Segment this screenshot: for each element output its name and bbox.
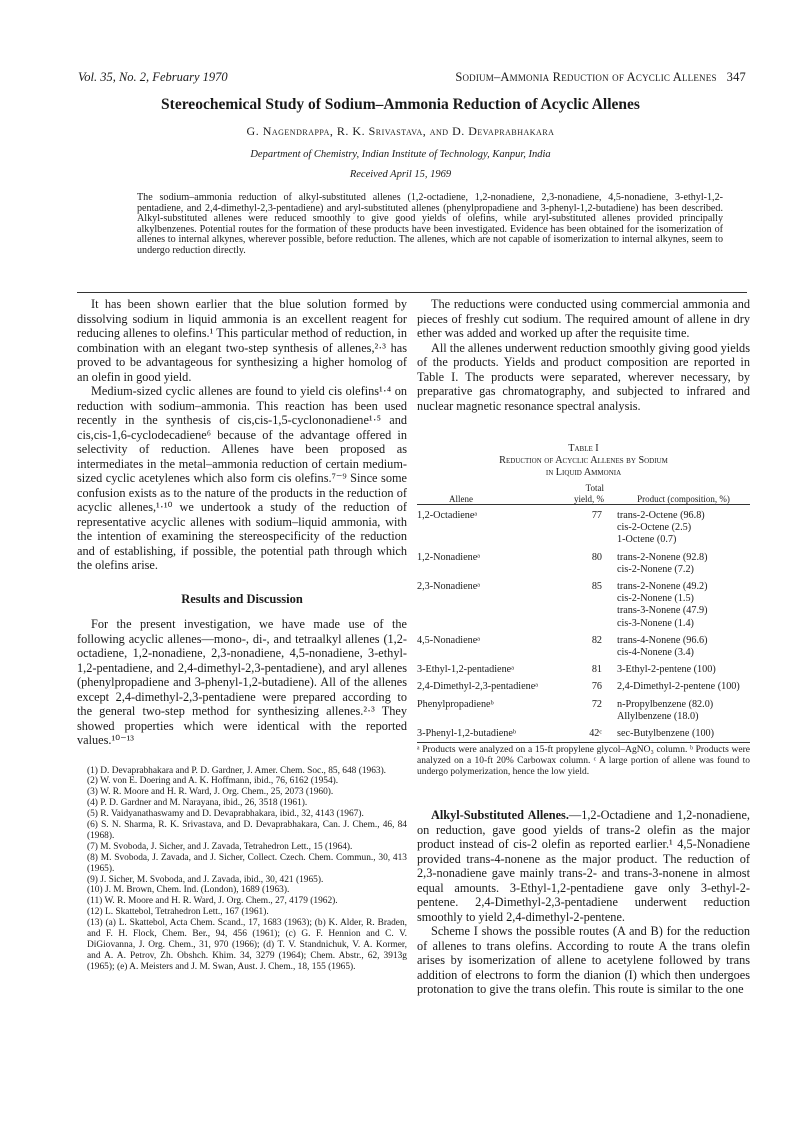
references-list — [77, 766, 407, 973]
product-composition: 1-Octene (0.7) — [617, 534, 677, 546]
table-body — [417, 505, 750, 741]
intro-paragraph-2: Medium-sized cyclic allenes are found to yield cis olefins¹·⁴ on reduction with sodium–ammonia. This reaction has been used recently in the synthesis of cis,cis-1,5-cyclononadiene¹·⁵ and cis,cis-1,6-cyclodecadiene⁶ because of the advantage offered in selectivity of reduction. Allenes have been proposed as intermediates in the metal–ammonia reduction of certain medium-sized cyclic acetylenes which also form cis olefins.⁷⁻⁹ Since some confusion exists as to the nature of the products in the reduction of acyclic allenes,¹·¹⁰ we undertook a study of the reduction of representative acyclic allenes with sodium–liquid ammonia, with the intention of examining the stereospecificity of the reduction and of establishing, if possible, the potential path through which the olefins arise. — [77, 384, 407, 572]
product-composition: sec-Butylbenzene (100) — [617, 728, 715, 740]
intro-paragraph-1: It has been shown earlier that the blue solution formed by dissolving sodium in liquid ammonia is an excellent reagent for reducing allenes to olefins.¹ This particular method of reduction, in combination with an elegant two-step synthesis of allenes,²·³ has proved to be advantageous for synthesizing a higher homolog of an olefin in good yield. — [77, 297, 407, 384]
reference-item: (3) W. R. Moore and H. R. Ward, J. Org. Chem., 25, 2073 (1960). — [87, 787, 334, 798]
allene-name: 4,5-Nonadieneᵃ — [417, 634, 481, 646]
product-list — [617, 676, 750, 693]
allene-name: 2,3-Nonadieneᵃ — [417, 581, 481, 593]
results-table — [417, 483, 750, 740]
reference-item: (9) J. Sicher, M. Svoboda, and J. Zavada, ibid., 30, 421 (1965). — [87, 874, 324, 885]
reference-item: (7) M. Svoboda, J. Sicher, and J. Zavada, Tetrahedron Lett., 15 (1964). — [87, 841, 353, 852]
article-title: Stereochemical Study of Sodium–Ammonia Reduction of Acyclic Allenes — [161, 96, 640, 113]
table-row — [417, 576, 750, 630]
table-row — [417, 676, 750, 693]
table-row — [417, 723, 750, 740]
reference-item: (5) R. Vaidyanathaswamy and D. Devaprabhakara, ibid., 32, 4143 (1967). — [87, 809, 364, 820]
reference-item: (2) W. von E. Doering and A. K. Hoffmann, ibid., 76, 6162 (1954). — [87, 776, 339, 787]
abstract-divider — [77, 292, 747, 293]
total-yield: 42ᶜ — [589, 728, 602, 740]
reference-item: (4) P. D. Gardner and M. Narayana, ibid., 26, 3518 (1961). — [87, 798, 308, 809]
product-list — [617, 723, 750, 740]
reference-item: (11) W. R. Moore and H. R. Ward, J. Org. Chem., 27, 4179 (1962). — [87, 896, 338, 907]
product-composition: trans-3-Nonene (47.9) — [617, 605, 708, 617]
product-composition: 3-Ethyl-2-pentene (100) — [617, 664, 716, 676]
product-list — [617, 659, 750, 676]
product-composition: trans-2-Octene (96.8) — [617, 510, 705, 521]
reference-item: (8) M. Svoboda, J. Zavada, and J. Sicher, Collect. Czech. Chem. Commun., 30, 413 (1965). — [87, 852, 407, 874]
table-label: Table I — [568, 443, 599, 454]
product-composition: cis-3-Nonene (1.4) — [617, 617, 694, 629]
total-yield: 82 — [591, 634, 602, 646]
allene-name: 1,2-Octadieneᵃ — [417, 510, 478, 521]
product-list — [617, 505, 750, 547]
reference-item: (1) D. Devaprabhakara and P. D. Gardner, J. Amer. Chem. Soc., 85, 648 (1963). — [87, 765, 387, 776]
total-yield: 76 — [591, 681, 602, 693]
table-title-line-1: Reduction of Acyclic Allenes by Sodium — [499, 455, 668, 466]
reference-item: (6) S. N. Sharma, R. K. Srivastava, and D. Devaprabhakara, Can. J. Chem., 46, 84 (1968). — [87, 820, 407, 841]
table-row — [417, 694, 750, 723]
reference-item: (12) L. Skattebol, Tetrahedron Lett., 167 (1961). — [87, 907, 269, 918]
product-composition: Allylbenzene (18.0) — [617, 710, 699, 722]
total-yield: 72 — [591, 698, 602, 710]
allene-name: 3-Ethyl-1,2-pentadieneᵃ — [417, 664, 514, 676]
product-composition: trans-4-Nonene (96.6) — [617, 634, 708, 646]
total-yield: 80 — [591, 551, 602, 563]
table-caption — [417, 443, 750, 479]
product-composition: n-Propylbenzene (82.0) — [617, 698, 714, 710]
section-heading: Results and Discussion — [181, 591, 303, 606]
allene-name: 1,2-Nonadieneᵃ — [417, 551, 481, 563]
product-list — [617, 630, 750, 659]
running-header-journal: Vol. 35, No. 2, February 1970 — [78, 70, 228, 84]
running-header-title — [455, 70, 746, 85]
page-number: 347 — [726, 70, 746, 84]
right-column — [417, 297, 750, 997]
product-list — [617, 576, 750, 630]
product-list — [617, 694, 750, 723]
scheme-paragraph: Scheme I shows the possible routes (A and B) for the reduction of allenes to trans olefins. According to route A the trans olefin arises by isomerization of allene to acetylene followed by trans addition of electrons to form the dianion (I) which then undergoes protonation to give the trans olefin. This route is similar to the one — [417, 924, 750, 997]
total-yield: 81 — [591, 664, 602, 676]
left-column — [77, 297, 407, 973]
reference-item: (13) (a) L. Skattebol, Acta Chem. Scand., 17, 1683 (1963); (b) K. Alder, R. Braden, and F. H. Flock, Chem. Ber., 94, 456 (1961); (c) G. F. Hennion and C. V. DiGiovanna, J. Org. Chem., 31, 970 (1966); (d) T. V. Standnichuk, V. A. Kormer, and A. A. Petrov, Zh. Obshch. Khim. 34, 3279 (1964); Chem. Abstr., 62, 3913g (1965); (e) A. Meisters and J. M. Swan, Aust. J. Chem., 18, 155 (1965). — [87, 918, 407, 972]
methods-paragraph: The reductions were conducted using commercial ammonia and pieces of freshly cut sodium. The required amount of allene in dry ether was added and worked up after the requisite time. — [417, 297, 750, 340]
received-date: Received April 15, 1969 — [349, 169, 452, 180]
allene-name: Phenylpropadieneᵇ — [417, 698, 494, 710]
col-header-allene: Allene — [449, 493, 473, 504]
total-yield: 85 — [591, 581, 602, 593]
table-row — [417, 659, 750, 676]
product-composition: trans-2-Nonene (92.8) — [617, 551, 708, 563]
table-footnote: ᵃ Products were analyzed on a 15-ft propylene glycol–AgNO₃ column. ᵇ Products were analyzed on a 10-ft 20% Carbowax column. ᶜ A large portion of allene was found to undergo polymerization, hence the low yield. — [417, 742, 750, 778]
abstract: The sodium–ammonia reduction of alkyl-substituted allenes (1,2-octadiene, 1,2-nonadiene, 2,3-nonadiene, 4,5-nonadiene, 3-ethyl-1,2-pentadiene, and 2,4-dimethyl-2,3-pentadiene) and aryl-substituted allenes (phenylpropadiene and 3-phenyl-1,2-butadiene) has been described. Alkyl-substituted allenes were reduced smoothly to give good yields of olefins, while aryl-substituted allenes provided principally alkylbenzenes. Potential routes for the formation of these products have been investigated. Evidence has been obtained for the isomerization of allenes to internal alkynes, wherever possible, before reduction. The allenes, which are not capable of isomerization to internal alkynes, seem to undergo reduction directly. — [137, 192, 723, 256]
reference-item: (10) J. M. Brown, Chem. Ind. (London), 1689 (1963). — [87, 885, 290, 896]
product-composition: cis-2-Nonene (1.5) — [617, 593, 694, 605]
results-paragraph-1: For the present investigation, we have made use of the following acyclic allenes—mono-, di-, and tetraalkyl allenes (1,2-octadiene, 1,2-nonadiene, 2,3-nonadiene, 4,5-nonadiene, 3-ethyl-1,2-pentadiene, and 2,4-dimethyl-2,3-pentadiene), and aryl allenes (phenylpropadiene and 3-phenyl-1,2-butadiene). All of the allenes except 2,4-dimethyl-2,3-pentadiene were prepared according to the general two-step method for synthesizing allenes.²·³ They showed properties which were identical with the reported values.¹⁰⁻¹³ — [77, 617, 407, 747]
col-header-yield: Total yield, % — [574, 483, 604, 504]
allene-name: 2,4-Dimethyl-2,3-pentadieneᵃ — [417, 681, 539, 693]
table-header-row — [417, 483, 750, 505]
affiliation: Department of Chemistry, Indian Institute of Technology, Kanpur, India — [250, 149, 551, 160]
table-row — [417, 505, 750, 547]
table-row — [417, 547, 750, 576]
run-in-heading: Alkyl-Substituted Allenes. — [431, 808, 569, 823]
product-composition: cis-2-Octene (2.5) — [617, 522, 692, 534]
product-composition: 2,4-Dimethyl-2-pentene (100) — [617, 681, 740, 693]
allene-name: 3-Phenyl-1,2-butadieneᵇ — [417, 728, 517, 740]
alkyl-paragraph-text: —1,2-Octadiene and 1,2-nonadiene, on reduction, gave good yields of trans-2 olefin as the major product instead of cis-2 olefin as reported earlier.¹ 4,5-Nonadiene provided trans-4-nonene as the major product. The reduction of 2,3-nonadiene gave mainly trans-2- and trans-3-nonene in almost equal amounts. 3-Ethyl-1,2-pentadiene gave only 3-ethyl-2-pentene. 2,4-Dimethyl-2,3-pentadiene underwent reduction smoothly to yield 2,4-dimethyl-2-pentene. — [417, 808, 750, 924]
article-authors: G. Nagendrappa, R. K. Srivastava, and D. Devaprabhakara — [246, 124, 555, 138]
results-paragraph-2: All the allenes underwent reduction smoothly giving good yields of the products. Yields and product composition are reported in Table I. The products were separated, wherever necessary, by preparative gas chromatography, and subjected to infrared and nuclear magnetic resonance spectral analysis. — [417, 340, 750, 413]
product-composition: cis-4-Nonene (3.4) — [617, 647, 694, 659]
product-composition: trans-2-Nonene (49.2) — [617, 581, 708, 593]
product-list — [617, 547, 750, 576]
total-yield: 77 — [591, 510, 602, 521]
table-title-line-2: in Liquid Ammonia — [545, 467, 622, 478]
running-title-text: Sodium–Ammonia Reduction of Acyclic Allenes — [455, 70, 717, 84]
table-row — [417, 630, 750, 659]
alkyl-section-paragraph — [417, 808, 750, 924]
product-composition: cis-2-Nonene (7.2) — [617, 563, 694, 575]
col-header-product: Product (composition, %) — [637, 493, 730, 504]
